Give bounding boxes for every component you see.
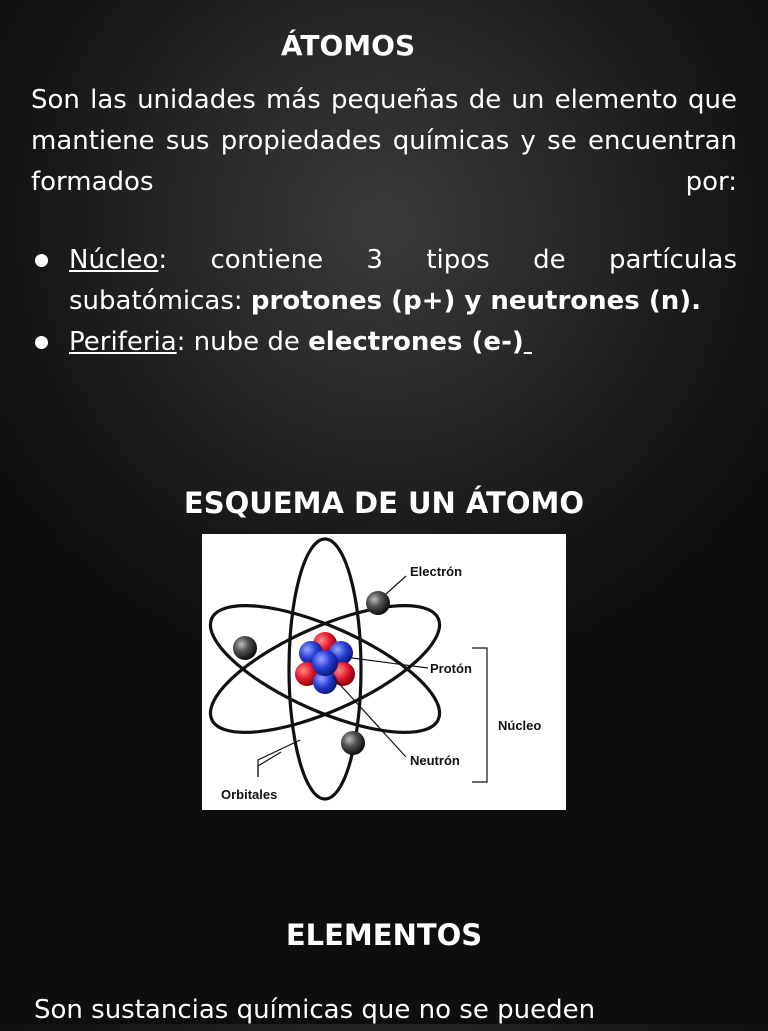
nucleus — [295, 632, 355, 694]
bullet-description: : nube de — [176, 327, 309, 357]
bullet-bold-text: protones (p+) y neutrones (n). — [250, 286, 701, 316]
slide-title: ÁTOMOS — [280, 29, 416, 62]
bullet-icon — [35, 336, 48, 349]
neutron-label: Neutrón — [410, 753, 460, 768]
bullet-term: Núcleo — [69, 245, 159, 275]
bullet-trailing-space — [524, 327, 532, 357]
electron-particle — [341, 731, 365, 755]
bullet-icon — [35, 254, 48, 267]
atom-diagram — [202, 534, 566, 810]
orbitals-label: Orbitales — [221, 787, 278, 802]
atom-diagram-svg — [202, 534, 566, 810]
bullet-text — [69, 322, 737, 363]
electron-label: Electrón — [410, 564, 463, 579]
proton-label: Protón — [430, 661, 472, 676]
bullet-text — [69, 240, 737, 322]
bullet-term: Periferia — [69, 327, 177, 357]
elements-title: ELEMENTOS — [285, 918, 483, 952]
electron-particle — [233, 636, 257, 660]
neutron-particle — [312, 650, 338, 676]
electron-particle — [366, 591, 390, 615]
list-item — [31, 240, 737, 322]
nucleus-label: Núcleo — [498, 718, 542, 733]
atom-parts-list — [31, 240, 737, 363]
diagram-title: ESQUEMA DE UN ÁTOMO — [183, 486, 585, 520]
bullet-description: : contiene 3 tipos de partículas subatómicas: — [69, 245, 737, 316]
intro-paragraph: Son las unidades más pequeñas de un elemento que mantiene sus propiedades químicas y se encuentran formados por: — [31, 85, 737, 197]
list-item — [31, 322, 737, 363]
elements-paragraph: Son sustancias químicas que no se pueden — [34, 995, 596, 1025]
bullet-bold-text: electrones (e-) — [308, 327, 524, 357]
